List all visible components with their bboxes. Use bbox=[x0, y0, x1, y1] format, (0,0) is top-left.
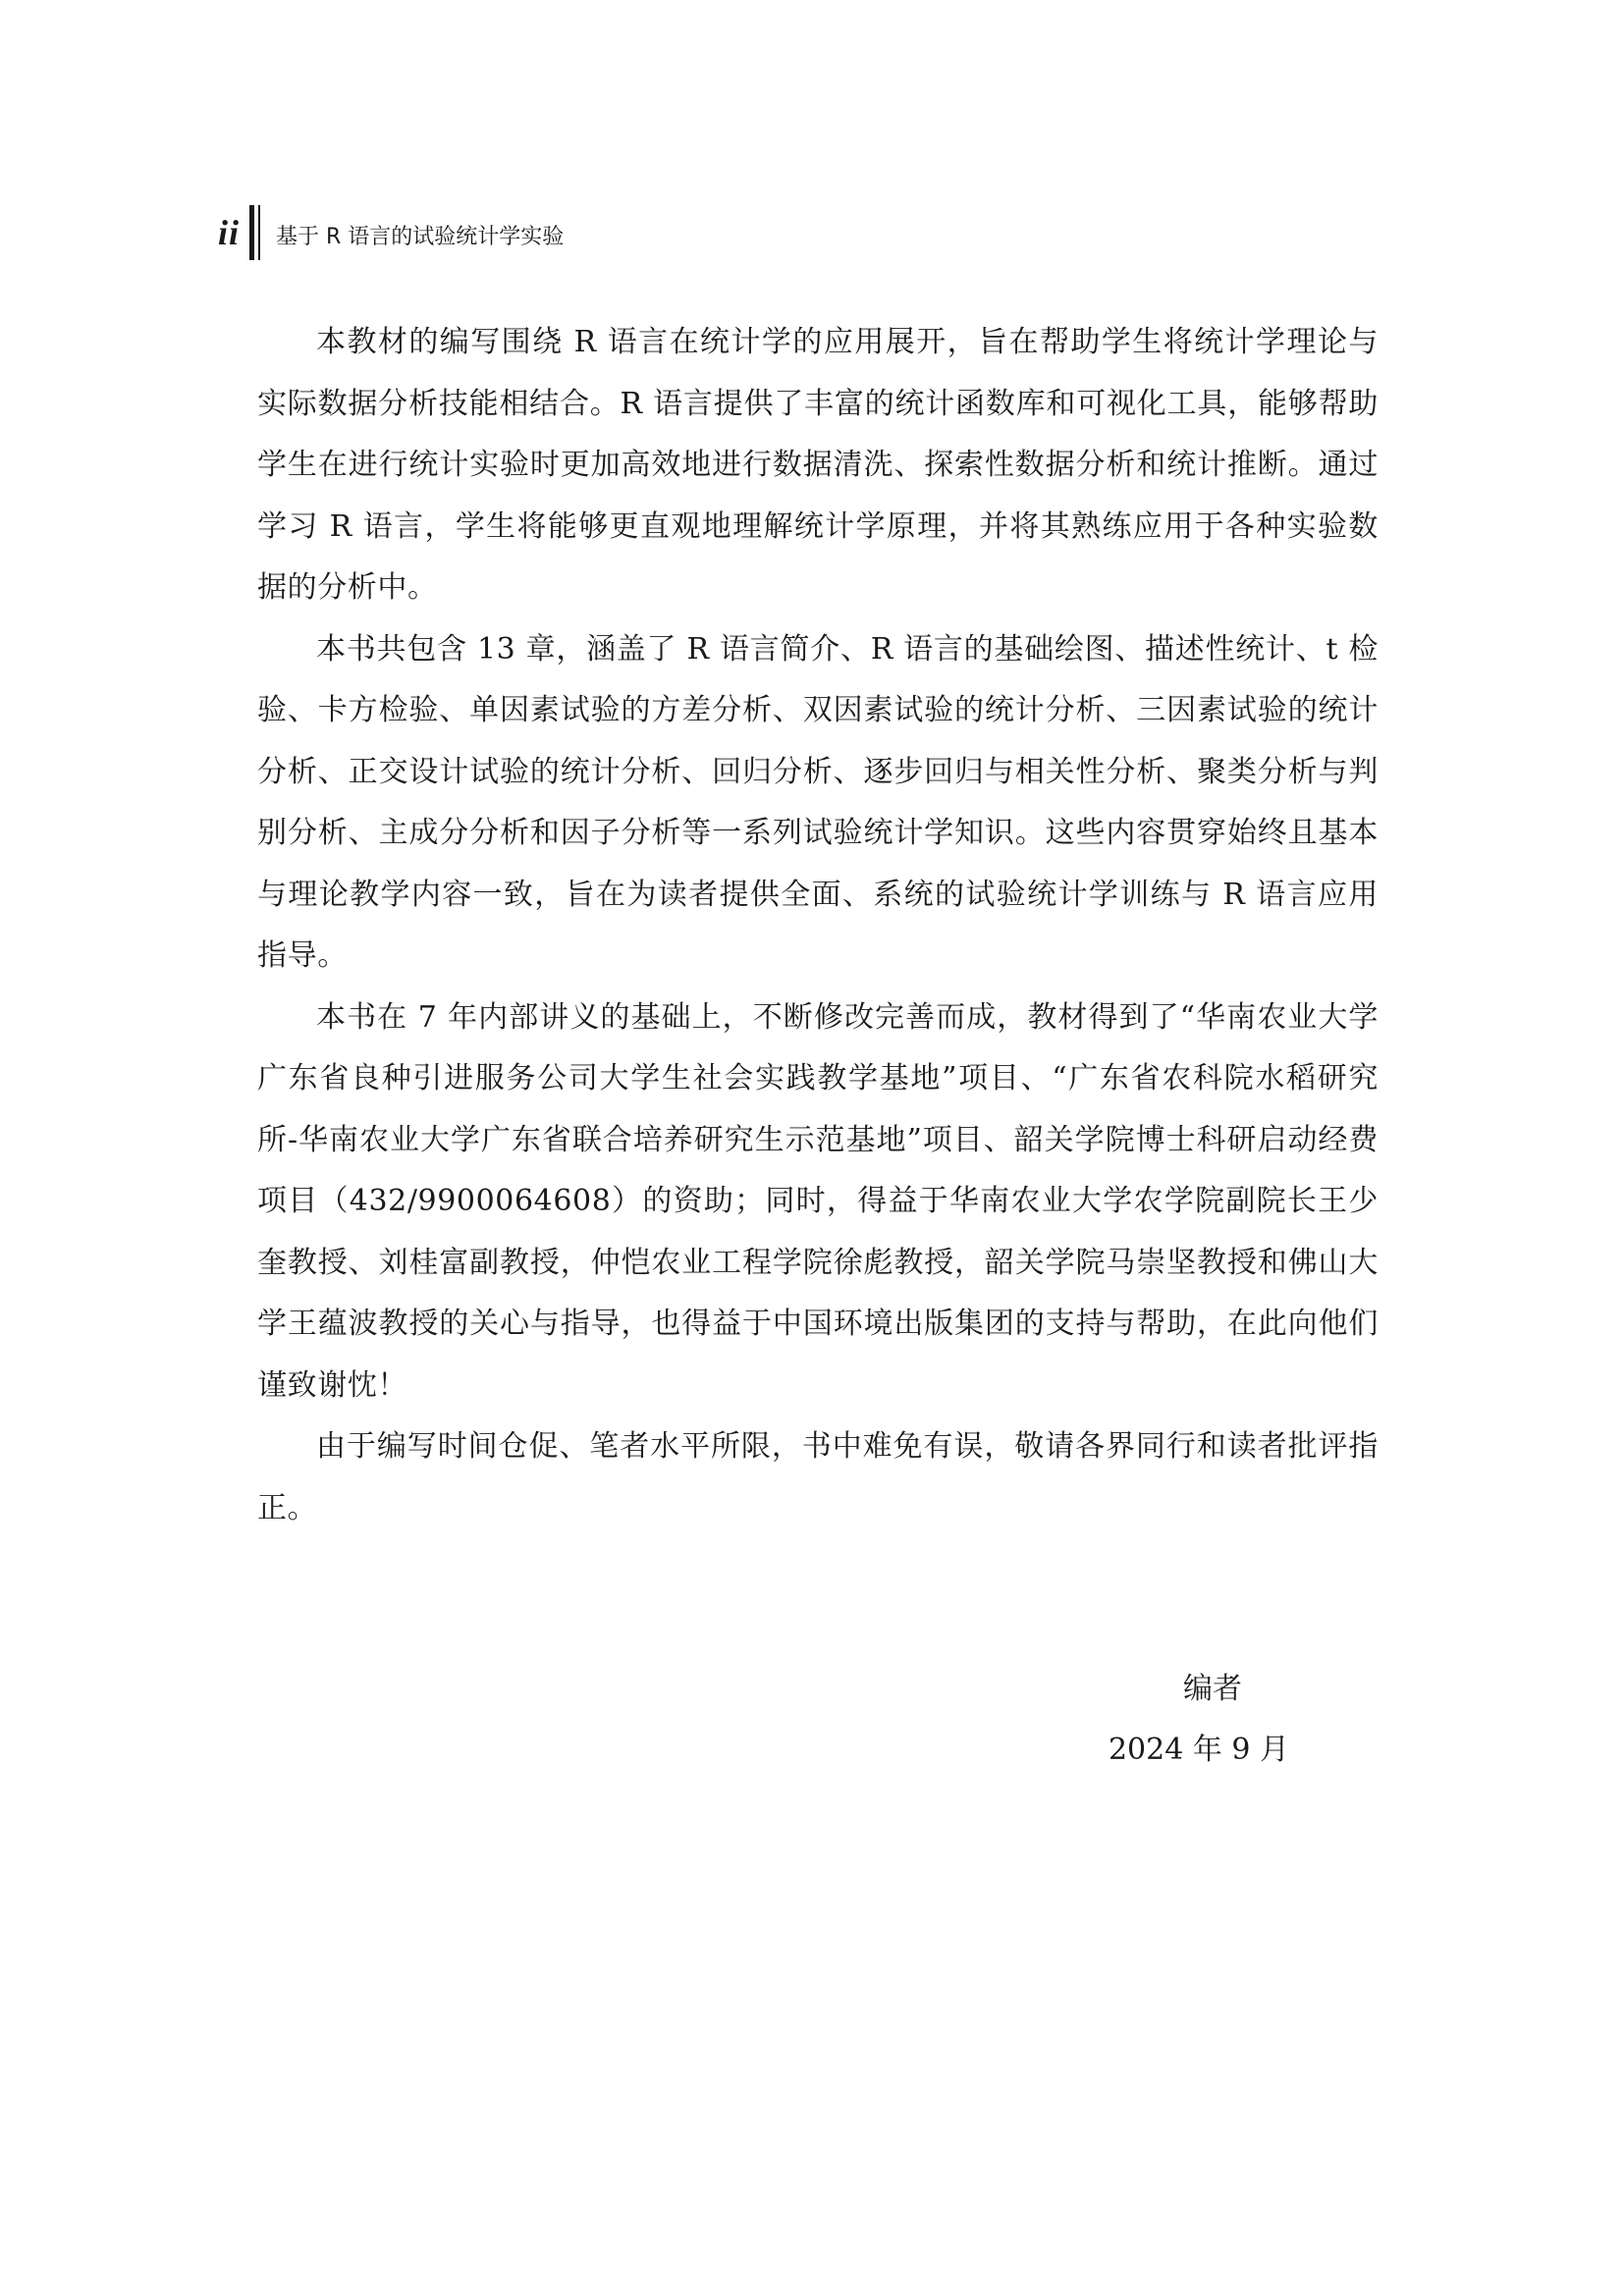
paragraph-apology: 由于编写时间仓促、笔者水平所限，书中难免有误，敬请各界同行和读者批评指正。 bbox=[257, 1429, 1379, 1525]
preface-body bbox=[257, 312, 1379, 1539]
paragraph-contents: 本书共包含 13 章，涵盖了 R 语言简介、R 语言的基础绘图、描述性统计、t 检验、卡方检验、单因素试验的方差分析、双因素试验的统计分析、三因素试验的统计分析、正交设计试验的统计分析、回归分析、逐步回归与相关性分析、聚类分析与判别分析、主成分分析和因子分析等一系列试验统计学知识。这些内容贯穿始终且基本与理论教学内容一致，旨在为读者提供全面、系统的试验统计学训练与 R 语言应用指导。 bbox=[257, 631, 1379, 973]
signature-block bbox=[1109, 1659, 1289, 1781]
signature-date: 2024 年 9 月 bbox=[1108, 1733, 1289, 1767]
running-header bbox=[218, 208, 564, 257]
paragraph-acknowledgements: 本书在 7 年内部讲义的基础上，不断修改完善而成，教材得到了“华南农业大学广东省良种引进服务公司大学生社会实践教学基地”项目、“广东省农科院水稻研究所-华南农业大学广东省联合培养研究生示范基地”项目、韶关学院博士科研启动经费项目（432/9900064608）的资助；同时，得益于华南农业大学农学院副院长王少奎教授、刘桂富副教授，仲恺农业工程学院徐彪教授，韶关学院马崇坚教授和佛山大学王蕴波教授的关心与指导，也得益于中国环境出版集团的支持与帮助，在此向他们谨致谢忱！ bbox=[257, 999, 1379, 1403]
header-double-rule bbox=[249, 205, 260, 260]
page-folio: ii bbox=[218, 213, 241, 252]
signature-editor: 编者 bbox=[1183, 1672, 1242, 1706]
header-rule-thin bbox=[258, 205, 260, 260]
paragraph-purpose: 本教材的编写围绕 R 语言在统计学的应用展开，旨在帮助学生将统计学理论与实际数据分析技能相结合。R 语言提供了丰富的统计函数库和可视化工具，能够帮助学生在进行统计实验时更加高效地进行数据清洗、探索性数据分析和统计推断。通过学习 R 语言，学生将能够更直观地理解统计学原理，并将其熟练应用于各种实验数据的分析中。 bbox=[257, 325, 1379, 605]
running-header-title: 基于 R 语言的试验统计学实验 bbox=[276, 225, 565, 249]
header-rule-thick bbox=[249, 205, 254, 260]
